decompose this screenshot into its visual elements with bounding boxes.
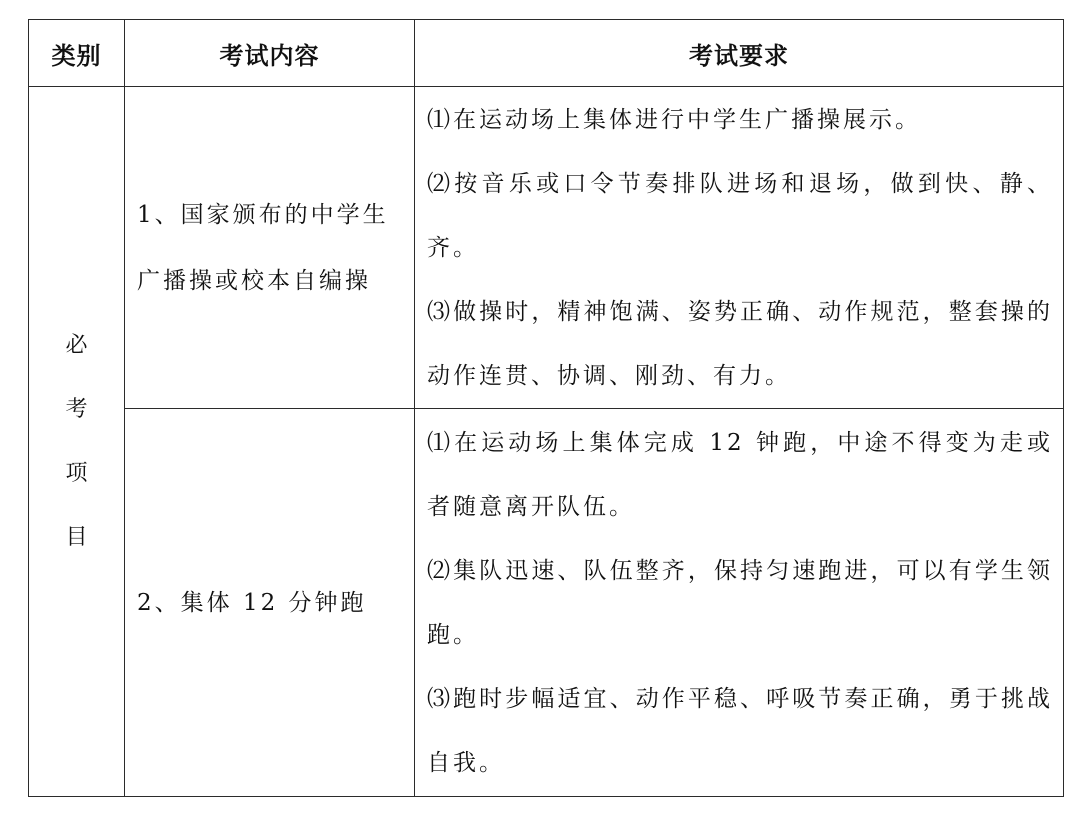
header-requirement: 考试要求 xyxy=(415,20,1064,87)
content-cell-broadcast-exercise: 1、国家颁布的中学生广播操或校本自编操 xyxy=(125,87,415,409)
requirement-cell-broadcast-exercise xyxy=(415,87,1064,409)
requirement-item: ⑴在运动场上集体完成 12 钟跑，中途不得变为走或者随意离开队伍。 xyxy=(427,429,1053,520)
category-cell xyxy=(29,87,125,797)
table-row xyxy=(29,409,1064,797)
category-char: 目 xyxy=(65,524,88,550)
exam-requirements-table xyxy=(28,19,1064,797)
header-category: 类别 xyxy=(29,20,125,87)
requirement-cell-12-minute-run xyxy=(415,409,1064,797)
category-char: 项 xyxy=(65,460,88,486)
requirement-item: ⑶跑时步幅适宜、动作平稳、呼吸节奏正确，勇于挑战自我。 xyxy=(427,685,1053,776)
table-header-row xyxy=(29,20,1064,87)
content-cell-12-minute-run: 2、集体 12 分钟跑 xyxy=(125,409,415,797)
category-char: 考 xyxy=(65,396,88,422)
requirement-item: ⑶做操时，精神饱满、姿势正确、动作规范，整套操的动作连贯、协调、刚劲、有力。 xyxy=(427,298,1053,389)
header-content: 考试内容 xyxy=(125,20,415,87)
requirement-item: ⑵按音乐或口令节奏排队进场和退场，做到快、静、齐。 xyxy=(427,170,1053,261)
table-row xyxy=(29,87,1064,409)
category-char: 必 xyxy=(65,332,88,358)
requirement-item: ⑵集队迅速、队伍整齐，保持匀速跑进，可以有学生领跑。 xyxy=(427,557,1053,648)
requirement-item: ⑴在运动场上集体进行中学生广播操展示。 xyxy=(427,106,921,133)
